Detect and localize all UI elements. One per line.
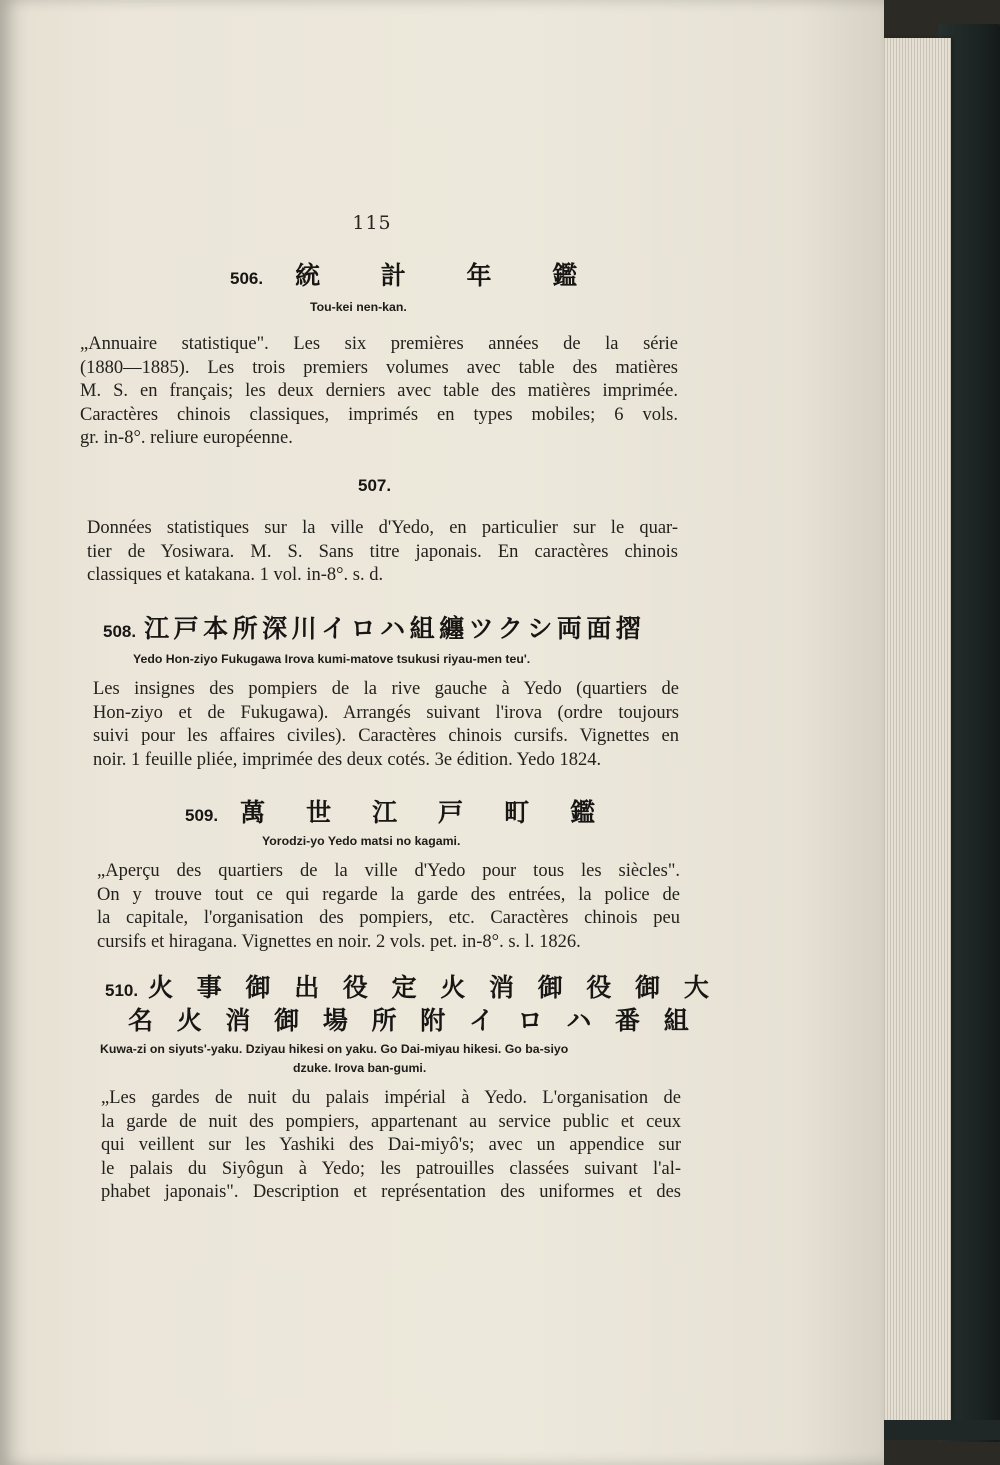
entry-506-line: gr. in-8°. reliure européenne. xyxy=(80,428,293,448)
entry-506-line: Caractères chinois classiques, imprimés en types mobiles; 6 vols. xyxy=(80,404,678,425)
entry-510-body xyxy=(101,1087,681,1205)
entry-507-line: classiques et katakana. 1 vol. in-8°. s. d. xyxy=(87,565,384,585)
entry-510-heading-continued xyxy=(128,1001,696,1037)
entry-509-line: On y trouve tout ce qui regarde la garde des entrées, la police de xyxy=(97,884,680,905)
entry-509-heading xyxy=(185,793,603,829)
entry-508-line: suivi pour les affaires civiles). Caractères chinois cursifs. Vignettes en xyxy=(93,726,679,746)
entry-509-romanization: Yorodzi-yo Yedo matsi no kagami. xyxy=(262,834,461,848)
entry-510-line: le palais du Siyôgun à Yedo; les patrouilles classées suivant l'al- xyxy=(101,1158,681,1179)
entry-510-romanization: Kuwa-zi on siyuts'-yaku. Dziyau hikesi on yaku. Go Dai-miyau hikesi. Go ba-siyo xyxy=(100,1042,569,1056)
page-number: 115 xyxy=(352,212,392,234)
book-cover-bottom xyxy=(870,1420,1000,1440)
entry-507-line: tier de Yosiwara. M. S. Sans titre japonais. En caractères chinois xyxy=(87,541,678,562)
entry-506-line: „Annuaire statistique". Les six premières années de la série xyxy=(80,334,678,354)
entry-506-title: 統 計 年 鑑 xyxy=(295,261,604,290)
entry-509-line: „Aperçu des quartiers de la ville d'Yedo pour tous les siècles". xyxy=(97,861,680,881)
entry-509-body xyxy=(97,860,680,954)
entry-506-line: (1880—1885). Les trois premiers volumes avec table des matières xyxy=(80,357,678,378)
entry-510-title-line-1: 火 事 御 出 役 定 火 消 御 役 御 大 xyxy=(148,973,717,1002)
entry-507-number: 507. xyxy=(358,476,392,495)
entry-510-number: 510. xyxy=(105,981,139,1000)
entry-510-romanization: dzuke. Irova ban-gumi. xyxy=(293,1061,427,1075)
entry-509-number: 509. xyxy=(185,806,219,825)
entry-510-line: phabet japonais". Description et représentation des uniformes et des xyxy=(101,1182,681,1202)
entry-507-body xyxy=(87,517,678,588)
entry-508-body xyxy=(93,678,679,772)
entry-508-line: noir. 1 feuille pliée, imprimée des deux cotés. 3e édition. Yedo 1824. xyxy=(93,749,602,770)
entry-508-line: Les insignes des pompiers de la rive gauche à Yedo (quartiers de xyxy=(93,679,679,699)
entry-508-romanization: Yedo Hon-ziyo Fukugawa Irova kumi-matove tsukusi riyau-men teu'. xyxy=(133,652,531,666)
entry-507-heading xyxy=(358,476,391,496)
entry-510-line: qui veillent sur les Yashiki des Dai-miyô's; avec un appendice sur xyxy=(101,1135,681,1155)
entry-510-line: „Les gardes de nuit du palais impérial à Yedo. L'organisation de xyxy=(101,1088,681,1108)
entry-508-heading xyxy=(103,609,645,645)
entry-506-heading xyxy=(230,256,603,292)
entry-510-line: la garde de nuit des pompiers, appartenant au service public et ceux xyxy=(101,1111,681,1132)
entry-509-line: la capitale, l'organisation des pompiers, etc. Caractères chinois peu xyxy=(97,908,680,928)
entry-506-number: 506. xyxy=(230,269,264,288)
entry-509-title: 萬 世 江 戸 町 鑑 xyxy=(240,798,604,827)
entry-510-title-line-2: 名 火 消 御 場 所 附 イ ロ ハ 番 組 xyxy=(128,1006,697,1035)
entry-508-number: 508. xyxy=(103,622,137,641)
entry-509-line: cursifs et hiragana. Vignettes en noir. 2 vols. pet. in-8°. s. l. 1826. xyxy=(97,931,581,952)
entry-507-line: Données statistiques sur la ville d'Yedo, en particulier sur le quar- xyxy=(87,518,678,538)
entry-508-title: 江戸本所深川イロハ組纏ツクシ両面摺 xyxy=(144,614,646,643)
entry-508-line: Hon-ziyo et de Fukugawa). Arrangés suivant l'irova (ordre toujours xyxy=(93,702,679,723)
entry-506-line: M. S. en français; les deux derniers avec table des matières imprimée. xyxy=(80,381,678,401)
entry-506-romanization: Tou-kei nen-kan. xyxy=(310,300,407,314)
entry-506-body xyxy=(80,333,678,451)
entry-510-heading xyxy=(105,968,716,1004)
